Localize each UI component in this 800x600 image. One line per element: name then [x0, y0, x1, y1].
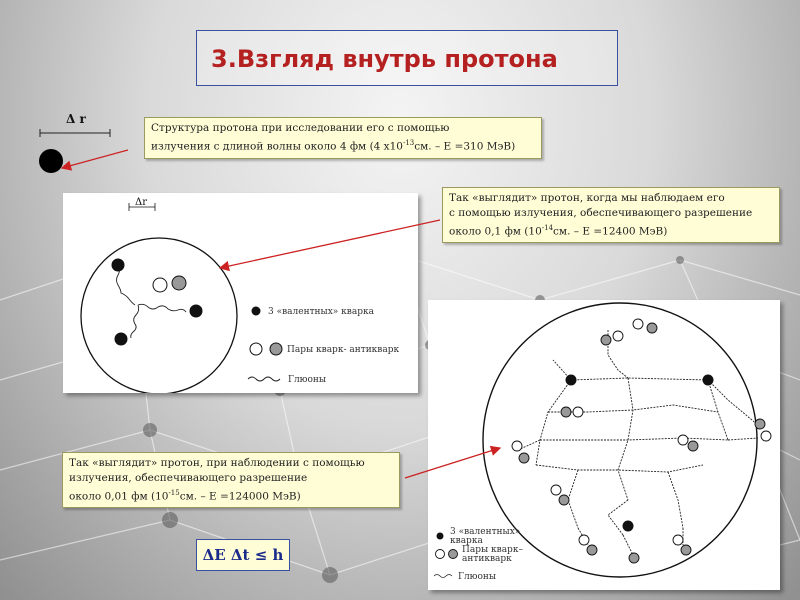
note1-line1: Структура протона при исследовании его с помощью	[151, 122, 450, 134]
legend-valence-quarks: 3 «валентных» кварка	[268, 307, 374, 317]
note2-line3: около 0,1 фм ($10^{-14}см$. – Е =12400 МэВ)	[449, 224, 668, 238]
note3-line2: излучения, обеспечивающего разрешение	[69, 472, 308, 484]
panel1-delta-r: Δr	[135, 197, 148, 208]
quark-pair-light-1	[153, 278, 167, 292]
note-structure-4fm	[144, 117, 542, 159]
legend2-gluons: Глюоны	[458, 572, 497, 582]
gluon-lines-1	[117, 265, 187, 338]
panel1-diagram	[63, 193, 418, 393]
valence-quark-b	[703, 375, 714, 386]
valence-quark-a	[566, 375, 577, 386]
legend2-pairs-2: антикварк	[462, 554, 512, 564]
legend2-pairs-1: Пары кварк–	[462, 545, 523, 555]
legend-gluons: Глюоны	[288, 375, 327, 385]
small-proton-dot	[39, 149, 63, 173]
small-proton-diagram	[30, 125, 130, 180]
page-title: 3.Взгляд внутрь протона	[211, 45, 558, 73]
title-box	[196, 30, 618, 86]
note1-line2: излучения с длиной волны около 4 фм (4 $х10^{-13}см$. – Е =310 МэВ)	[151, 139, 516, 153]
quark-pairs-2	[512, 319, 771, 563]
panel2-legend	[434, 527, 523, 582]
valence-quark-2	[190, 305, 203, 318]
note2-line1: Так «выглядит» протон, когда мы наблюдаем его	[449, 192, 725, 204]
note2-line2: с помощью излучения, обеспечивающего разрешение	[449, 207, 753, 219]
note-resolution-01fm	[442, 187, 780, 243]
note-resolution-001fm	[62, 452, 400, 508]
panel2-diagram	[428, 300, 780, 590]
antiquark-hatched-1	[172, 276, 186, 290]
valence-quark-1	[112, 259, 125, 272]
panel1-legend	[248, 307, 400, 386]
legend2-valence-1: 3 «валентных»	[450, 527, 521, 537]
legend-quark-pairs: Пары кварк- антикварк	[287, 345, 400, 355]
panel-proton-01fm	[63, 193, 418, 393]
uncertainty-formula: ΔE Δt ≤ h	[196, 539, 290, 571]
note3-line1: Так «выглядит» протон, при наблюдении с помощью	[69, 457, 365, 469]
valence-quark-3	[115, 333, 128, 346]
gluon-network	[518, 330, 758, 555]
panel-proton-001fm	[428, 300, 780, 590]
delta-r-label: Δ r	[66, 112, 86, 126]
proton-boundary-1	[81, 238, 237, 393]
note3-line3: около 0,01 фм ($10^{-15}см$. – Е =124000 МэВ)	[69, 489, 301, 503]
legend2-valence-2: кварка	[450, 536, 483, 546]
valence-quark-c	[623, 521, 634, 532]
